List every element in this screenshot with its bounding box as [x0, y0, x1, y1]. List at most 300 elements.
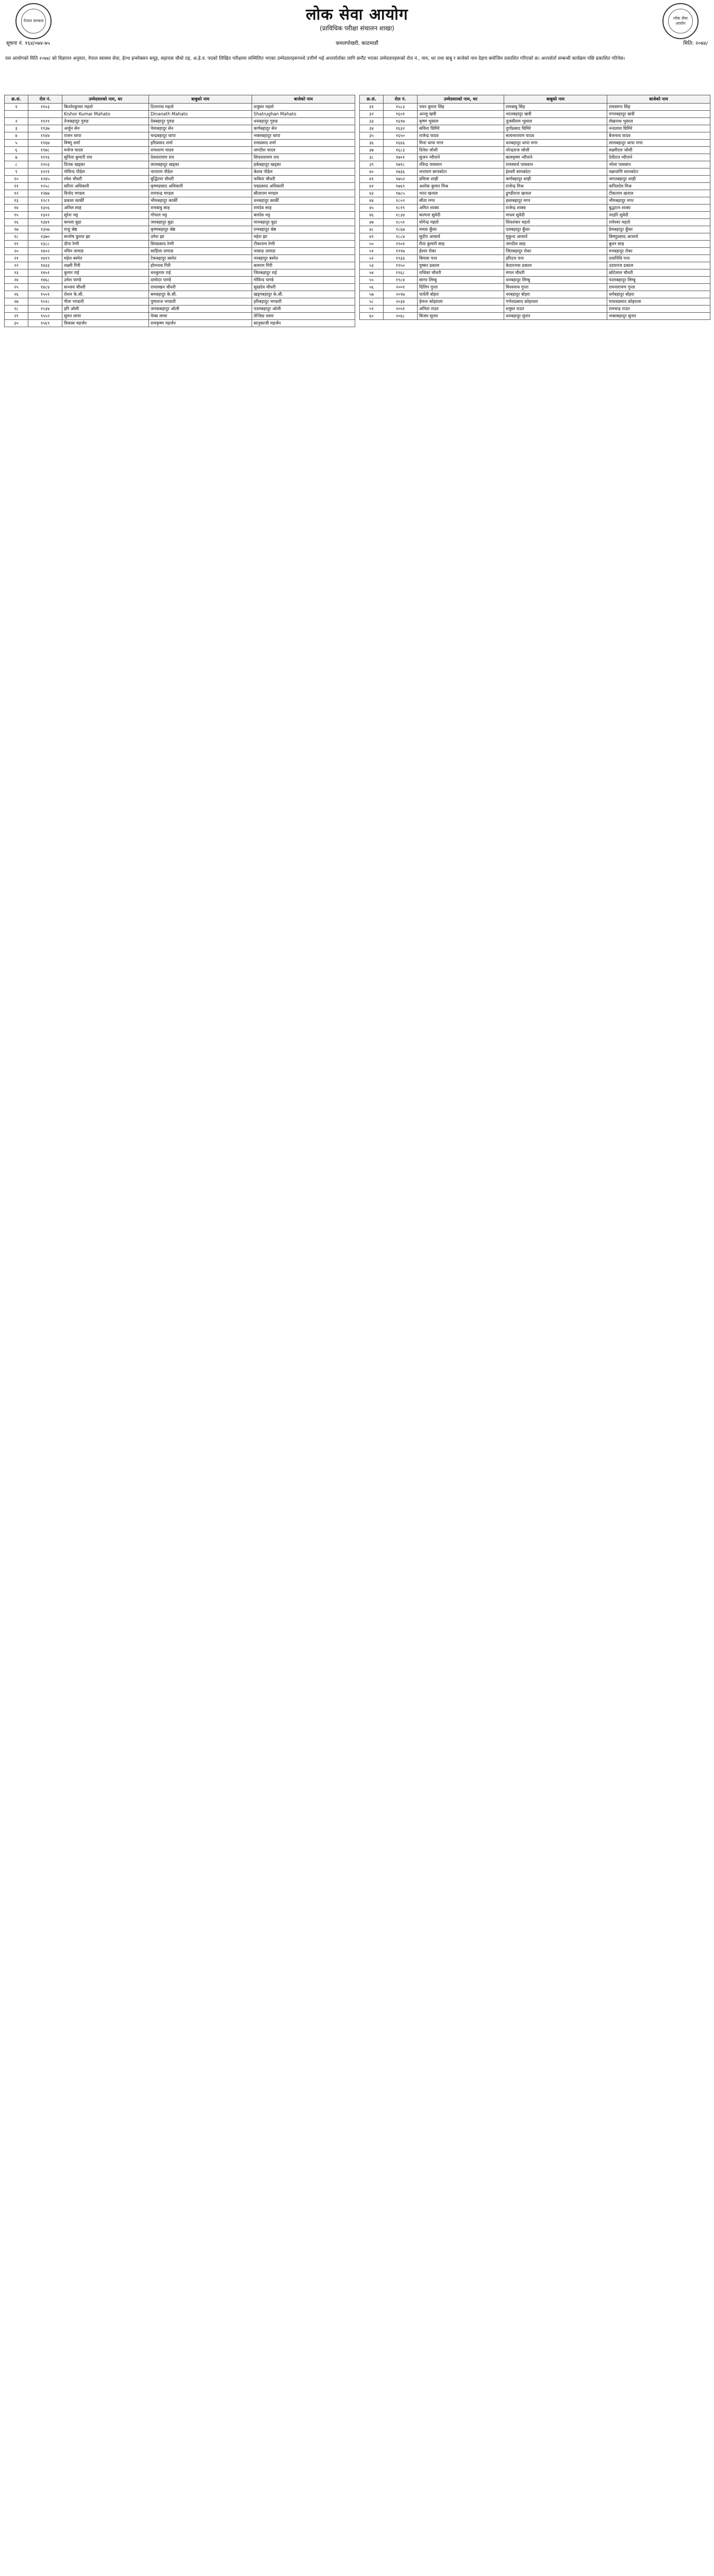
serial-cell: ११: [5, 183, 28, 190]
roll-cell: १५५२: [28, 313, 62, 320]
table-row: [5, 140, 355, 147]
grandfather-cell: लालबहादुर थापा मगर: [607, 140, 710, 147]
grandfather-cell: टीकाराम खनाल: [607, 190, 710, 197]
roll-cell: १३२२: [28, 212, 62, 219]
roll-cell: १२०३: [28, 161, 62, 168]
serial-cell: २९: [5, 313, 28, 320]
table-row: [5, 111, 355, 118]
table-row: [360, 111, 710, 118]
col-serial: क्र.सं.: [360, 95, 384, 104]
serial-cell: ५८: [360, 298, 384, 306]
grandfather-cell: हरिबहादुर भण्डारी: [252, 298, 355, 306]
serial-cell: ५९: [360, 306, 384, 313]
roll-cell: १२२१: [28, 168, 62, 176]
name-cell: कृष्ण भुसाल: [418, 118, 504, 125]
table-row: [360, 205, 710, 212]
father-cell: शिवप्रसाद रेग्मी: [149, 241, 252, 248]
serial-cell: १३: [5, 197, 28, 205]
name-cell: सविना घिमिरे: [418, 125, 504, 132]
grandfather-cell: छोटेलाल चौधरी: [607, 269, 710, 277]
name-cell: मनोज यादव: [62, 147, 149, 154]
grandfather-cell: नरहरि सुवेदी: [607, 212, 710, 219]
father-cell: लालबहादुर खड्का: [149, 161, 252, 168]
serial-cell: १२: [5, 190, 28, 197]
roll-cell: ११०३: [28, 104, 62, 111]
table-row: [5, 147, 355, 154]
grandfather-cell: बलदेव भट्ट: [252, 212, 355, 219]
roll-cell: २०३४: [384, 298, 418, 306]
commission-emblem-icon: [662, 3, 699, 39]
table-row: [360, 226, 710, 233]
table-row: [5, 154, 355, 161]
organization-subtitle: (प्राविधिक परीक्षा संचालन शाखा): [320, 25, 394, 32]
left-column: [4, 95, 355, 327]
office-location: कमलपोखरी, काठमाडौं: [336, 41, 378, 46]
grandfather-cell: भक्तबहादुर थापा: [252, 132, 355, 140]
serial-cell: ५७: [360, 291, 384, 298]
name-cell: मिना थापा मगर: [418, 140, 504, 147]
table-row: [5, 118, 355, 125]
col-roll: रोल नं.: [28, 95, 62, 104]
result-tables: [4, 95, 710, 2576]
table-row: [5, 255, 355, 262]
serial-cell: ३८: [360, 154, 384, 161]
roll-cell: १२४५: [28, 176, 62, 183]
table-row: [5, 306, 355, 313]
father-cell: रामशरण यादव: [149, 147, 252, 154]
serial-cell: ३१: [360, 104, 384, 111]
grandfather-cell: जितबहादुर राई: [252, 269, 355, 277]
roll-cell: १५३४: [28, 306, 62, 313]
grandfather-cell: शत्रुघन महतो: [252, 104, 355, 111]
serial-cell: ५३: [360, 262, 384, 269]
table-row: [360, 262, 710, 269]
name-cell: अनिता राउत: [418, 306, 504, 313]
table-header-row: [5, 95, 355, 104]
table-row: [360, 140, 710, 147]
roll-cell: ११७८: [28, 147, 62, 154]
table-header-row: [360, 95, 710, 104]
name-cell: नारायण सापकोटा: [418, 168, 504, 176]
name-cell: दिनेश जोशी: [418, 147, 504, 154]
table-row: [360, 161, 710, 168]
father-cell: बमबहादुर के.सी.: [149, 291, 252, 298]
roll-cell: १४६८: [28, 277, 62, 284]
name-cell: कमला बुढा: [62, 219, 149, 226]
name-cell: लक्ष्मी गिरी: [62, 262, 149, 269]
father-cell: रामचन्द्र मण्डल: [149, 190, 252, 197]
name-cell: किशोरकुमार महतो: [62, 104, 149, 111]
father-cell: बुद्धिराम चौधरी: [149, 176, 252, 183]
serial-cell: ४०: [360, 168, 384, 176]
roll-cell: १९६८: [384, 269, 418, 277]
grandfather-cell: हर्कबहादुर खड्का: [252, 161, 355, 168]
grandfather-cell: बैजनाथ यादव: [607, 132, 710, 140]
grandfather-cell: खड्गबहादुर के.सी.: [252, 291, 355, 298]
serial-cell: ५५: [360, 277, 384, 284]
col-grandfather: बाजेको नाम: [607, 95, 710, 104]
table-row: [5, 161, 355, 168]
roll-cell: १३७०: [28, 233, 62, 241]
table-row: [5, 241, 355, 248]
father-cell: पेमाबहादुर सेन: [149, 125, 252, 132]
father-cell: धनकुमार राई: [149, 269, 252, 277]
father-cell: शिवशंकर महतो: [504, 219, 607, 226]
father-cell: राजेन्द्र मिश्र: [504, 183, 607, 190]
table-row: [5, 320, 355, 327]
grandfather-cell: बुद्धरत्न शाक्य: [607, 205, 710, 212]
grandfather-cell: रामदेव साह: [252, 205, 355, 212]
table-row: [360, 125, 710, 132]
name-cell: पवन कुमार सिंह: [418, 104, 504, 111]
name-cell: रीता कुमारी साह: [418, 241, 504, 248]
grandfather-cell: गगनबहादुर खत्री: [607, 111, 710, 118]
table-row: [5, 291, 355, 298]
roll-cell: १४०२: [28, 248, 62, 255]
name-cell: अञ्जु खत्री: [418, 111, 504, 118]
roll-cell: १४८४: [28, 284, 62, 291]
grandfather-cell: केशव पौडेल: [252, 168, 355, 176]
col-father: बाबुको नाम: [504, 95, 607, 104]
grandfather-cell: रामेश्वर महतो: [607, 219, 710, 226]
name-cell: विष्णु शर्मा: [62, 140, 149, 147]
name-cell: सुमन लामा: [62, 313, 149, 320]
father-cell: शत्रुघ्न राउत: [504, 306, 607, 313]
serial-cell: ७: [5, 154, 28, 161]
roll-cell: [28, 111, 62, 118]
father-cell: दलबहादुर कुँवर: [504, 226, 607, 233]
name-cell: सुजन न्यौपाने: [418, 154, 504, 161]
serial-cell: २२: [5, 262, 28, 269]
name-cell: भरत खनाल: [418, 190, 504, 197]
serial-cell: २५: [5, 284, 28, 291]
father-cell: जितबहादुर रोका: [504, 248, 607, 255]
roll-cell: १८१९: [384, 205, 418, 212]
roll-cell: १२५८: [28, 183, 62, 190]
notice-number: सूचना नं. १६४/०७४-७५: [6, 41, 50, 46]
grandfather-cell: मनबहादुर रोका: [607, 248, 710, 255]
table-row: [5, 176, 355, 183]
father-cell: रामबाबु साह: [149, 205, 252, 212]
grandfather-cell: पासाङ तामाङ: [252, 248, 355, 255]
father-cell: तुलसीराम भुसाल: [504, 118, 607, 125]
emblem-right-text: लोक सेवा आयोग: [673, 16, 688, 26]
serial-cell: ४४: [360, 197, 384, 205]
serial-cell: २०: [5, 248, 28, 255]
father-cell: हस्तबहादुर मगर: [504, 197, 607, 205]
right-column: [359, 95, 710, 320]
grandfather-cell: कर्णबहादुर सेन: [252, 125, 355, 132]
serial-cell: १४: [5, 205, 28, 212]
grandfather-cell: भक्तबहादुर सुनार: [607, 313, 710, 320]
name-cell: पुष्कर ढकाल: [418, 262, 504, 269]
father-cell: हरिप्रसाद शर्मा: [149, 140, 252, 147]
father-cell: चन्द्रबहादुर थापा: [149, 132, 252, 140]
name-cell: विकास महर्जन: [62, 320, 149, 327]
serial-cell: २८: [5, 306, 28, 313]
header: [0, 0, 714, 54]
table-row: [360, 248, 710, 255]
roll-cell: १७०१: [384, 154, 418, 161]
grandfather-cell: सुखदेव चौधरी: [252, 284, 355, 291]
roll-cell: १८०२: [384, 197, 418, 205]
father-cell: नारायण पौडेल: [149, 168, 252, 176]
table-row: [360, 183, 710, 190]
grandfather-cell: बिष्णुप्रसाद आचार्य: [607, 233, 710, 241]
name-cell: रविन्द्र पासवान: [418, 161, 504, 168]
serial-cell: ४७: [360, 219, 384, 226]
table-row: [5, 219, 355, 226]
table-row: [5, 197, 355, 205]
father-cell: रामबाबु सिंह: [504, 104, 607, 111]
table-row: [5, 262, 355, 269]
name-cell: सञ्जय चौधरी: [62, 284, 149, 291]
grandfather-cell: तेन्जिङ लामा: [252, 313, 355, 320]
serial-cell: ४२: [360, 183, 384, 190]
roll-cell: १६१७: [384, 118, 418, 125]
serial-cell: १: [5, 104, 28, 111]
roll-cell: २०५१: [384, 306, 418, 313]
name-cell: अमित शाक्य: [418, 205, 504, 212]
grandfather-cell: माधवप्रसाद कोइराला: [607, 298, 710, 306]
father-cell: माधव सुवेदी: [504, 212, 607, 219]
grandfather-cell: धनबहादुर कार्की: [252, 197, 355, 205]
roll-cell: १६३२: [384, 125, 418, 132]
serial-cell: ४६: [360, 212, 384, 219]
grandfather-cell: गोविन्द पाण्डे: [252, 277, 355, 284]
table-row: [5, 248, 355, 255]
roll-cell: १२८९: [28, 197, 62, 205]
father-cell: विश्वनाथ गुप्ता: [504, 284, 607, 291]
table-row: [5, 132, 355, 140]
left-roll-table: [4, 95, 355, 327]
organization-name: लोक सेवा आयोग: [306, 6, 408, 24]
serial-cell: ४८: [360, 226, 384, 233]
serial-cell: १८: [5, 233, 28, 241]
name-cell: रमेश चौधरी: [62, 176, 149, 183]
name-cell: ईश्वर रोका: [418, 248, 504, 255]
serial-cell: ४५: [360, 205, 384, 212]
table-row: [5, 269, 355, 277]
table-row: [5, 205, 355, 212]
father-cell: देवनारायण राय: [149, 154, 252, 161]
father-cell: साहिंला तामाङ: [149, 248, 252, 255]
table-row: [5, 233, 355, 241]
grandfather-cell: शिवनारायण राय: [252, 154, 355, 161]
grandfather-cell: रत्नबहादुर श्रेष्ठ: [252, 226, 355, 233]
roll-cell: १८३४: [384, 212, 418, 219]
roll-cell: १९५०: [384, 262, 418, 269]
father-cell: धनबहादुर सुनार: [504, 313, 607, 320]
father-cell: राजेन्द्र शाक्य: [504, 205, 607, 212]
father-cell: जनकबहादुर ओली: [149, 306, 252, 313]
serial-cell: १७: [5, 226, 28, 233]
serial-cell: ६०: [360, 313, 384, 320]
grandfather-cell: टीकाराम रेग्मी: [252, 241, 355, 248]
roll-cell: ११३७: [28, 125, 62, 132]
grandfather-cell: उदयराज ढकाल: [607, 262, 710, 269]
serial-cell: १९: [5, 241, 28, 248]
serial-cell: ३७: [360, 147, 384, 154]
father-cell: सत्यनारायण यादव: [504, 132, 607, 140]
grandfather-cell: पदमबहादुर ओली: [252, 306, 355, 313]
father-cell: Dinanath Mahato: [149, 111, 252, 118]
father-cell: जगदीश साह: [504, 241, 607, 248]
name-cell: सरिता अधिकारी: [62, 183, 149, 190]
grandfather-cell: भोला पासवान: [607, 161, 710, 168]
father-cell: उमेश झा: [149, 233, 252, 241]
roll-cell: १७५२: [384, 176, 418, 183]
col-name: उम्मेदवारको नाम, थर: [418, 95, 504, 104]
roll-cell: १८८४: [384, 233, 418, 241]
name-cell: राजन थापा: [62, 132, 149, 140]
roll-cell: १४५१: [28, 269, 62, 277]
serial-cell: ४: [5, 132, 28, 140]
name-cell: बिमला पन्त: [418, 255, 504, 262]
grandfather-cell: रामचन्द्र राउत: [607, 306, 710, 313]
grandfather-cell: सानुकाजी महर्जन: [252, 320, 355, 327]
table-row: [360, 147, 710, 154]
serial-cell: २७: [5, 298, 28, 306]
grandfather-cell: भीमबहादुर मगर: [607, 197, 710, 205]
serial-cell: ६: [5, 147, 28, 154]
father-cell: गोपाल भट्ट: [149, 212, 252, 219]
name-cell: बिजय सुनार: [418, 313, 504, 320]
table-row: [360, 255, 710, 262]
father-cell: दामोदर पाण्डे: [149, 277, 252, 284]
grandfather-cell: लेखनाथ भुसाल: [607, 118, 710, 125]
serial-cell: २१: [5, 255, 28, 262]
name-cell: दीपा रेग्मी: [62, 241, 149, 248]
table-row: [360, 190, 710, 197]
name-cell: Kishor Kumar Mahato: [62, 111, 149, 118]
serial-cell: ५०: [360, 241, 384, 248]
roll-cell: ११४४: [28, 132, 62, 140]
father-cell: नरबहादुर बोहरा: [504, 291, 607, 298]
notice-meta: [6, 39, 708, 46]
roll-cell: १७१८: [384, 161, 418, 168]
grandfather-cell: पदमबहादुर लिम्बु: [607, 277, 710, 284]
roll-cell: १६८३: [384, 147, 418, 154]
roll-cell: १२७४: [28, 190, 62, 197]
table-row: [360, 233, 710, 241]
table-row: [360, 298, 710, 306]
table-row: [360, 197, 710, 205]
name-cell: राजु श्रेष्ठ: [62, 226, 149, 233]
grandfather-cell: रामनारायण गुप्ता: [607, 284, 710, 291]
serial-cell: ८: [5, 161, 28, 168]
serial-cell: १०: [5, 176, 28, 183]
name-cell: विनोद मण्डल: [62, 190, 149, 197]
father-cell: ढुण्डीराज खनाल: [504, 190, 607, 197]
father-cell: केदारनाथ ढकाल: [504, 262, 607, 269]
father-cell: नरेन्द्रराज जोशी: [504, 147, 607, 154]
name-cell: सीता मगर: [418, 197, 504, 205]
table-row: [5, 313, 355, 320]
serial-cell: ३९: [360, 161, 384, 168]
roll-cell: १३०६: [28, 205, 62, 212]
father-cell: कृष्णबहादुर श्रेष्ठ: [149, 226, 252, 233]
name-cell: दिपक खड्का: [62, 161, 149, 168]
name-cell: योगेन्द्र महतो: [418, 219, 504, 226]
grandfather-cell: धनबहादुर गुरुङ: [252, 118, 355, 125]
father-cell: ईश्वरी सापकोटा: [504, 168, 607, 176]
name-cell: कुमार राई: [62, 269, 149, 277]
roll-cell: १९०१: [384, 241, 418, 248]
name-cell: प्रमिला शाही: [418, 176, 504, 183]
grandfather-cell: Shatrughan Mahato: [252, 111, 355, 118]
serial-cell: ५६: [360, 284, 384, 291]
table-row: [5, 104, 355, 111]
roll-cell: १६६६: [384, 140, 418, 147]
roll-cell: १६०१: [384, 111, 418, 118]
grandfather-cell: दयानिधि पन्त: [607, 255, 710, 262]
table-row: [360, 132, 710, 140]
roll-cell: १५६९: [28, 320, 62, 327]
serial-cell: ३३: [360, 118, 384, 125]
father-cell: पेम्बा लामा: [149, 313, 252, 320]
name-cell: सन्तोष कुमार झा: [62, 233, 149, 241]
grandfather-cell: जगदीश यादव: [252, 147, 355, 154]
grandfather-cell: लक्ष्मीदत्त जोशी: [607, 147, 710, 154]
table-row: [5, 125, 355, 132]
grandfather-cell: कपिलदेव मिश्र: [607, 183, 710, 190]
col-serial: क्र.सं.: [5, 95, 28, 104]
name-cell: हरि ओली: [62, 306, 149, 313]
father-cell: कर्णबहादुर शाही: [504, 176, 607, 183]
father-cell: धनबहादुर लिम्बु: [504, 277, 607, 284]
serial-cell: २४: [5, 277, 28, 284]
col-name: उम्मेदवारको नाम, थर: [62, 95, 149, 104]
grandfather-cell: प्रेमबहादुर कुँवर: [607, 226, 710, 233]
father-cell: हरिदत्त पन्त: [504, 255, 607, 262]
table-row: [360, 212, 710, 219]
serial-cell: [5, 111, 28, 118]
father-cell: कृष्णप्रसाद अधिकारी: [149, 183, 252, 190]
serial-cell: ४९: [360, 233, 384, 241]
table-row: [5, 168, 355, 176]
right-roll-table: [359, 95, 710, 320]
notice-date: मिति: २०७४/: [683, 41, 708, 46]
name-cell: नविन तामाङ: [62, 248, 149, 255]
roll-cell: १७६९: [384, 183, 418, 190]
grandfather-cell: चक्रपाणि सापकोटा: [607, 168, 710, 176]
table-row: [360, 291, 710, 298]
roll-cell: ११९६: [28, 154, 62, 161]
name-cell: सुदीप आचार्य: [418, 233, 504, 241]
roll-cell: १३४१: [28, 219, 62, 226]
roll-cell: १९३३: [384, 255, 418, 262]
grandfather-cell: रामसागर सिंह: [607, 104, 710, 111]
grandfather-cell: बुधन साह: [607, 241, 710, 248]
table-row: [360, 284, 710, 291]
col-roll: रोल नं.: [384, 95, 418, 104]
table-row: [5, 183, 355, 190]
serial-cell: ४३: [360, 190, 384, 197]
grandfather-cell: जगतबहादुर शाही: [607, 176, 710, 183]
table-row: [360, 104, 710, 111]
name-cell: राधिका चौधरी: [418, 269, 504, 277]
table-row: [5, 277, 355, 284]
roll-cell: १९१७: [384, 248, 418, 255]
table-row: [360, 168, 710, 176]
serial-cell: ५१: [360, 248, 384, 255]
name-cell: कल्पना सुवेदी: [418, 212, 504, 219]
roll-cell: १८५१: [384, 219, 418, 226]
grandfather-cell: फकिरा चौधरी: [252, 176, 355, 183]
name-cell: रोशन के.सी.: [62, 291, 149, 298]
roll-cell: १९८४: [384, 277, 418, 284]
